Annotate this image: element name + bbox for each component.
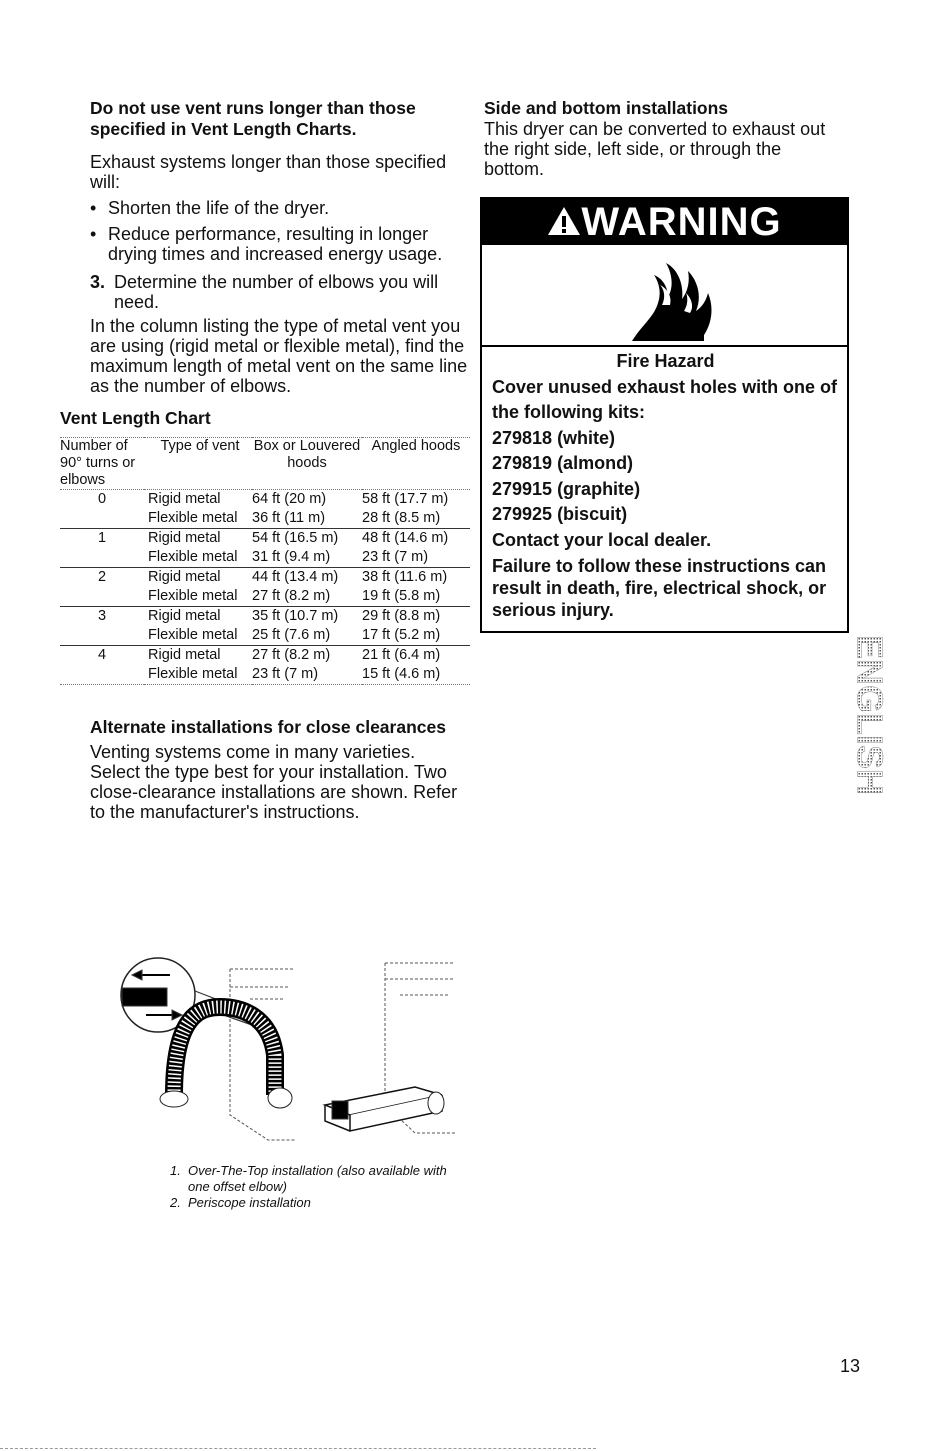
left-column: [60, 98, 468, 822]
cell-type: Rigid metal: [144, 529, 252, 549]
table-row: [60, 607, 470, 627]
cell-type: Rigid metal: [144, 568, 252, 588]
cell-box: 27 ft (8.2 m): [252, 646, 362, 666]
cell-angled: 48 ft (14.6 m): [362, 529, 470, 549]
installation-illustration: [110, 955, 470, 1150]
language-side-tab: [849, 620, 891, 810]
warning-line: 279915 (graphite): [492, 478, 641, 499]
caption-text: Periscope installation: [188, 1195, 311, 1210]
cell-turns: 2: [60, 568, 144, 588]
warning-text: [492, 349, 839, 621]
cell-type: Rigid metal: [144, 607, 252, 627]
vent-length-table: [60, 437, 470, 685]
warning-line: Cover unused exhaust holes with one of the following kits:: [492, 376, 838, 422]
warning-line: 279925 (biscuit): [492, 504, 628, 524]
chart-instructions: In the column listing the type of metal vent you are using (rigid metal or flexible metal), find the maximum length of metal vent on the same line as the number of elbows.: [90, 316, 468, 396]
periscope-installation: [325, 963, 455, 1133]
table-row: [60, 587, 470, 607]
cell-box: 27 ft (8.2 m): [252, 588, 331, 604]
table-row: [60, 509, 470, 529]
vent-length-warning-heading: Do not use vent runs longer than those specified in Vent Length Charts.: [90, 98, 416, 139]
bullet-text: Shorten the life of the dryer.: [108, 198, 330, 218]
cell-angled: 29 ft (8.8 m): [362, 607, 470, 627]
cell-box: 25 ft (7.6 m): [252, 627, 331, 643]
bullet-item: [90, 198, 468, 218]
cell-turns: 4: [60, 646, 144, 666]
cell-box: 35 ft (10.7 m): [252, 607, 362, 627]
cell-type: Flexible metal: [148, 549, 238, 565]
cell-box: 31 ft (9.4 m): [252, 549, 331, 565]
cell-angled: 19 ft (5.8 m): [362, 588, 441, 604]
warning-box: [480, 197, 849, 633]
cell-box: 36 ft (11 m): [252, 510, 326, 526]
caption-number: 1.: [170, 1163, 181, 1178]
cell-turns: 0: [97, 491, 107, 507]
side-bottom-heading: Side and bottom installations: [484, 98, 729, 118]
warning-triangle-icon: [547, 206, 581, 236]
cell-type: Flexible metal: [144, 665, 252, 685]
cell-angled: 58 ft (17.7 m): [362, 491, 449, 507]
header-turns: Number of 90° turns or elbows: [60, 438, 136, 488]
cell-type: Rigid metal: [144, 646, 252, 666]
caption-item: [170, 1195, 470, 1211]
cell-angled: 28 ft (8.5 m): [362, 510, 441, 526]
cell-turns: 3: [60, 607, 144, 627]
step-text: Determine the number of elbows you will need.: [114, 272, 439, 312]
caption-number: 2.: [170, 1195, 181, 1210]
right-column: [484, 98, 844, 179]
cell-turns: [60, 626, 144, 646]
cell-angled: 15 ft (4.6 m): [362, 665, 470, 685]
cell-type: Flexible metal: [148, 510, 238, 526]
cell-type: Flexible metal: [148, 588, 238, 604]
warning-line: 279818 (white): [492, 427, 616, 448]
over-the-top-installation: [121, 958, 295, 1140]
table-header-row: [60, 438, 470, 490]
cell-angled: 21 ft (6.4 m): [362, 646, 470, 666]
vent-length-chart-title: Vent Length Chart: [60, 408, 211, 428]
side-tab-label: ENGLISH: [849, 634, 891, 796]
table-row: [60, 646, 470, 666]
alternate-installations-text: Venting systems come in many varieties. Select the type best for your installation. Two close-clearance installations are shown. Refer to the manufacturer's instructions.: [90, 742, 458, 822]
side-bottom-text: This dryer can be converted to exhaust out the right side, left side, or through the bottom.: [484, 119, 826, 179]
warning-banner: [482, 199, 847, 245]
cell-turns: [60, 509, 144, 529]
hazard-title: Fire Hazard: [616, 351, 715, 371]
cell-turns: [60, 665, 144, 685]
step-3: [90, 272, 468, 312]
cell-type: Rigid metal: [148, 491, 221, 507]
warning-label: WARNING: [581, 200, 782, 244]
bottom-divider: [0, 1448, 596, 1449]
warning-line: Failure to follow these instructions can result in death, fire, electrical shock, or serious injury.: [492, 556, 827, 620]
cell-turns: 1: [60, 529, 144, 549]
caption-text: Over-The-Top installation (also available with one offset elbow): [188, 1163, 447, 1194]
cell-type: Flexible metal: [148, 627, 238, 643]
bullet-icon: •: [90, 224, 97, 244]
fire-hazard-area: [482, 245, 847, 347]
table-row: [60, 665, 470, 685]
cell-angled: 23 ft (7 m): [362, 549, 429, 565]
bullet-item: [90, 224, 468, 264]
page-number: 13: [840, 1356, 861, 1376]
cell-box: 54 ft (16.5 m): [252, 529, 362, 549]
cell-turns: [60, 587, 144, 607]
step-number: 3.: [90, 272, 106, 292]
cell-angled: 17 ft (5.2 m): [362, 627, 441, 643]
fire-icon: [482, 245, 851, 345]
cell-turns: [60, 548, 144, 568]
exhaust-intro: Exhaust systems longer than those specified will:: [90, 152, 447, 192]
table-row: [60, 548, 470, 568]
bullet-icon: •: [90, 198, 97, 218]
cell-box: 23 ft (7 m): [252, 665, 362, 685]
alternate-installations-heading: Alternate installations for close clearances: [90, 717, 446, 737]
table-row: [60, 626, 470, 646]
header-angled-hoods: Angled hoods: [371, 438, 461, 454]
figure-captions: [170, 1163, 470, 1211]
bullet-text: Reduce performance, resulting in longer drying times and increased energy usage.: [108, 224, 443, 264]
table-row: [60, 568, 470, 588]
header-box-hoods: Box or Louvered hoods: [253, 438, 361, 471]
warning-line: Contact your local dealer.: [492, 529, 712, 550]
table-row: [60, 490, 470, 510]
warning-line: 279819 (almond): [492, 453, 634, 473]
cell-box: 64 ft (20 m): [252, 491, 327, 507]
table-row: [60, 529, 470, 549]
cell-box: 44 ft (13.4 m): [252, 568, 362, 588]
cell-angled: 38 ft (11.6 m): [362, 568, 470, 588]
header-vent-type: Type of vent: [160, 438, 240, 454]
caption-item: [170, 1163, 470, 1195]
